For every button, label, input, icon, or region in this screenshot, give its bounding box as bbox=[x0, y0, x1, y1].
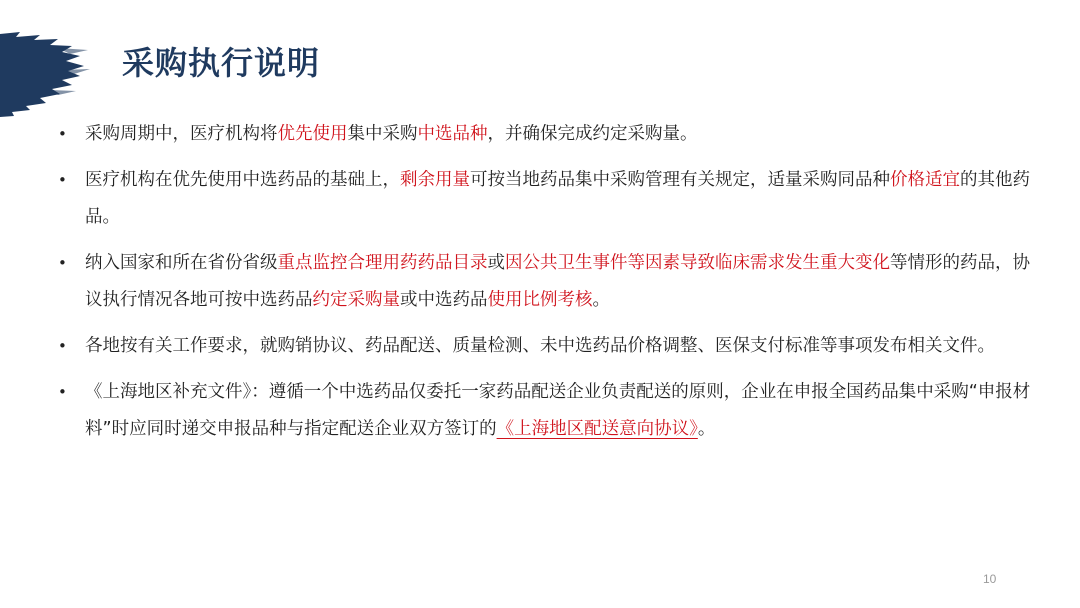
bullet-text: 等情形的药品，协议执行情况各地可按中选药品 bbox=[85, 253, 1030, 310]
bullet-item bbox=[58, 162, 1033, 236]
highlighted-text: 优先使用 bbox=[277, 124, 348, 144]
bullet-text: 的其他药品。 bbox=[85, 170, 1030, 227]
highlighted-text: 中选品种 bbox=[417, 124, 488, 144]
highlighted-text: 重点监控合理用药药品目录 bbox=[277, 253, 488, 273]
bullet-item bbox=[58, 116, 1033, 153]
bullet-dot-icon: • bbox=[58, 337, 67, 355]
bullet-dot-icon: • bbox=[58, 254, 67, 272]
bullet-dot-icon: • bbox=[58, 171, 67, 189]
bullet-text: 各地按有关工作要求，就购销协议、药品配送、质量检测、未中选药品价格调整、医保支付标准等事项发布相关文件。 bbox=[85, 336, 995, 356]
slide-title: 采购执行说明 bbox=[122, 44, 321, 82]
bullet-text: 医疗机构在优先使用中选药品的基础上， bbox=[85, 170, 400, 190]
highlighted-text: 约定采购量 bbox=[312, 290, 400, 310]
bullet-item bbox=[58, 328, 1033, 365]
bullet-text: 《上海地区补充文件》：遵循一个中选药品仅委托一家药品配送企业负责配送的原则，企业在申报全国药品集中采购“申报材料”时应同时递交申报品种与指定配送企业双方签订的 bbox=[85, 382, 1031, 439]
bullet-text: 集中采购 bbox=[347, 124, 418, 144]
bullet-text: ，并确保完成约定采购量。 bbox=[487, 124, 698, 144]
bullet-text: 或 bbox=[487, 253, 505, 273]
bullet-text: 或中选药品 bbox=[400, 290, 488, 310]
highlighted-text: 剩余用量 bbox=[400, 170, 470, 190]
bullet-dot-icon: • bbox=[58, 383, 67, 401]
page-number: 10 bbox=[983, 572, 997, 586]
agreement-link[interactable]: 《上海地区配送意向协议》 bbox=[496, 419, 698, 439]
bullet-text: 。 bbox=[592, 290, 610, 310]
highlighted-text: 因公共卫生事件等因素导致临床需求发生重大变化 bbox=[505, 253, 890, 273]
brush-stroke-graphic bbox=[0, 20, 90, 120]
bullet-item bbox=[58, 374, 1033, 448]
bullet-text: 可按当地药品集中采购管理有关规定，适量采购同品种 bbox=[470, 170, 890, 190]
bullet-text: 纳入国家和所在省份省级 bbox=[85, 253, 278, 273]
bullet-dot-icon: • bbox=[58, 125, 67, 143]
highlighted-text: 价格适宜 bbox=[890, 170, 960, 190]
highlighted-text: 使用比例考核 bbox=[487, 290, 593, 310]
bullet-text: 采购周期中，医疗机构将 bbox=[85, 124, 278, 144]
bullet-list bbox=[58, 116, 1033, 457]
bullet-item bbox=[58, 245, 1033, 319]
bullet-text: 。 bbox=[697, 419, 716, 439]
